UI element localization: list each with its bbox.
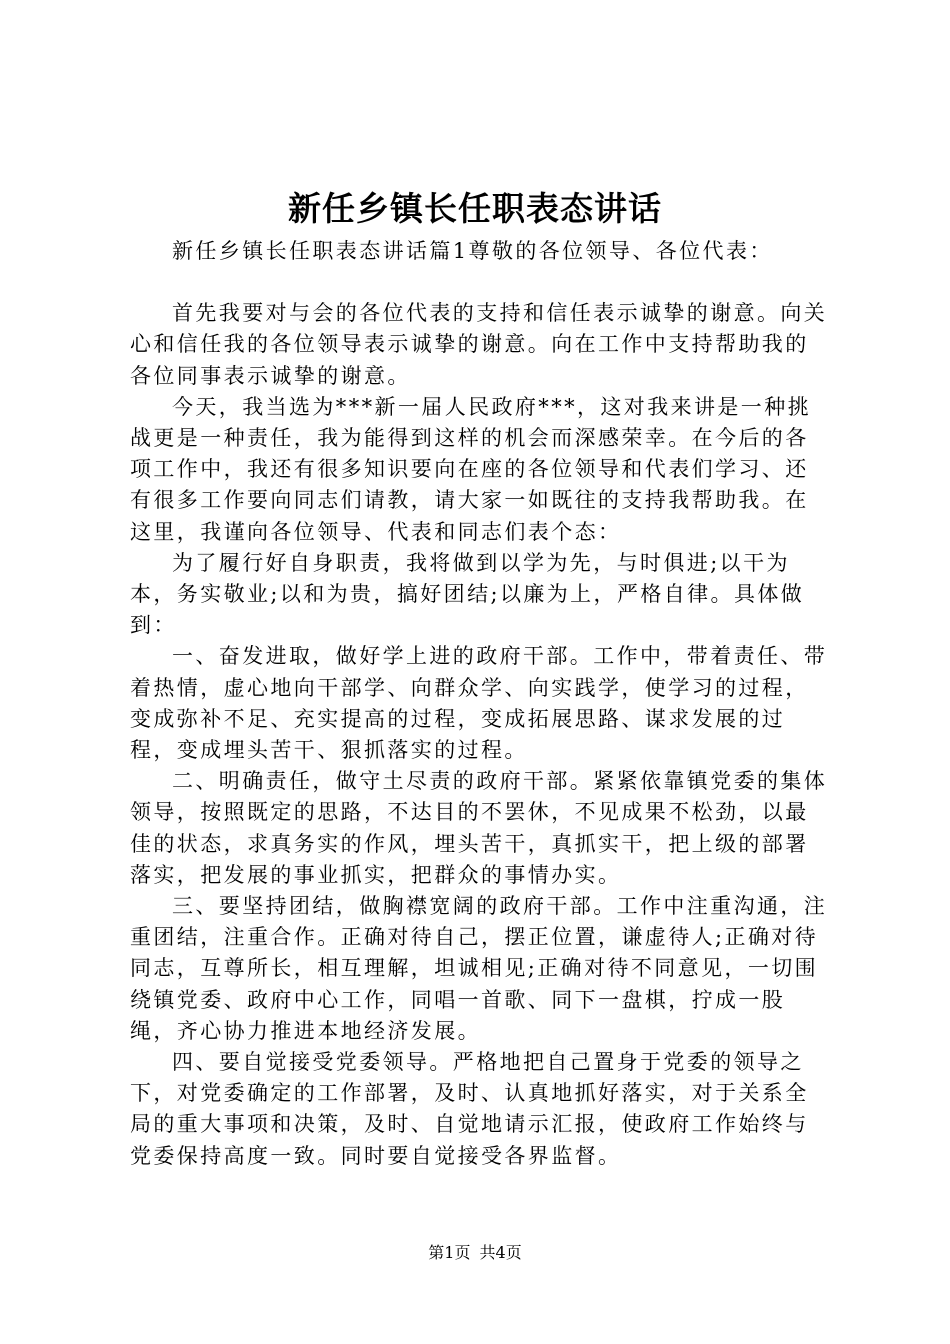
- paragraph-point-two: 二、明确责任，做守土尽责的政府干部。紧紧依靠镇党委的集体领导，按照既定的思路，不达目的不罢休，不见成果不松劲，以最佳的状态，求真务实的作风，埋头苦干，真抓实干，把上级的部署落实，把发展的事业抓实，把群众的事情办实。: [130, 769, 828, 887]
- paragraph-point-three: 三、要坚持团结，做胸襟宽阔的政府干部。工作中注重沟通，注重团结，注重合作。正确对待自己，摆正位置，谦虚待人;正确对待同志，互尊所长，相互理解，坦诚相见;正确对待不同意见，一切围绕镇党委、政府中心工作，同唱一首歌、同下一盘棋，拧成一股绳，齐心协力推进本地经济发展。: [130, 894, 828, 1043]
- paragraph-point-one: 一、奋发进取，做好学上进的政府干部。工作中，带着责任、带着热情，虚心地向干部学、向群众学、向实践学，使学习的过程，变成弥补不足、充实提高的过程，变成拓展思路、谋求发展的过程，变成埋头苦干、狠抓落实的过程。: [130, 644, 828, 763]
- document-title: 新任乡镇长任职表态讲话: [288, 189, 662, 228]
- paragraph-today: 今天，我当选为***新一届人民政府***，这对我来讲是一种挑战更是一种责任，我为能得到这样的机会而深感荣幸。在今后的各项工作中，我还有很多知识要向在座的各位领导和代表们学习、还有很多工作要向同志们请教，请大家一如既往的支持我帮助我。在这里，我谨向各位领导、代表和同志们表个态：: [130, 394, 811, 544]
- paragraph-greeting: 新任乡镇长任职表态讲话篇1尊敬的各位领导、各位代表：: [172, 239, 773, 263]
- page-footer: [0, 1242, 950, 1264]
- page-total: 共4页: [479, 1243, 522, 1262]
- paragraph-duties: 为了履行好自身职责，我将做到以学为先，与时俱进;以干为本，务实敬业;以和为贵，搞好团结;以廉为上，严格自律。具体做到：: [130, 550, 805, 638]
- document-body: [130, 236, 830, 1172]
- page-number: 第1页: [428, 1243, 471, 1262]
- paragraph-point-four: 四、要自觉接受党委领导。严格地把自己置身于党委的领导之下，对党委确定的工作部署，及时、认真地抓好落实，对于关系全局的重大事项和决策，及时、自觉地请示汇报，使政府工作始终与党委保持高度一致。同时要自觉接受各界监督。: [130, 1050, 809, 1168]
- paragraph-thanks: 首先我要对与会的各位代表的支持和信任表示诚挚的谢意。向关心和信任我的各位领导表示诚挚的谢意。向在工作中支持帮助我的各位同事表示诚挚的谢意。: [130, 301, 828, 388]
